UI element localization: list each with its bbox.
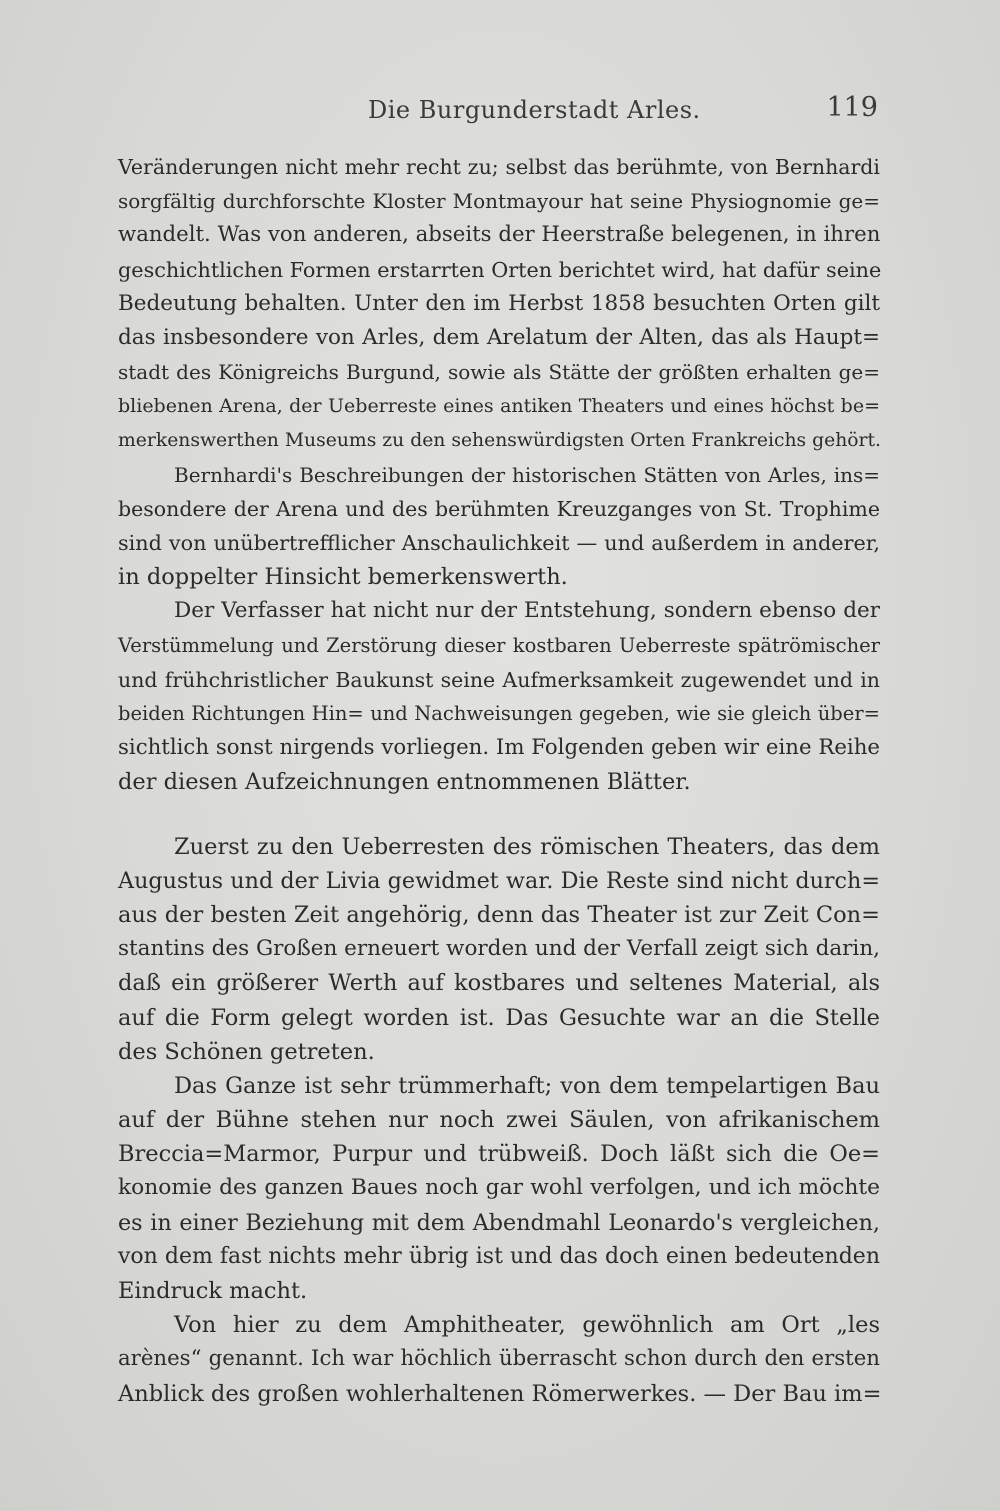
text-line: sind von unübertrefflicher Anschaulichkeit — und außerdem in anderer, bbox=[118, 531, 880, 556]
text-line: konomie des ganzen Baues noch gar wohl verfolgen, und ich möchte bbox=[118, 1175, 880, 1201]
paragraph bbox=[118, 1069, 880, 1308]
text-line: arènes“ genannt. Ich war höchlich überrascht schon durch den ersten bbox=[118, 1346, 880, 1372]
text-line: Das Ganze ist sehr trümmerhaft; von dem tempelartigen Bau bbox=[174, 1072, 880, 1099]
text-line: beiden Richtungen Hin= und Nachweisungen gegeben, wie sie gleich über= bbox=[118, 702, 880, 725]
text-line: Breccia=Marmor, Purpur und trübweiß. Doch läßt sich die Oe= bbox=[118, 1141, 880, 1168]
text-line: sichtlich sonst nirgends vorliegen. Im Folgenden geben wir eine Reihe bbox=[118, 735, 880, 761]
text-line: Eindruck macht. bbox=[118, 1278, 308, 1304]
text-line: auf die Form gelegt worden ist. Das Gesuchte war an die Stelle bbox=[118, 1004, 880, 1031]
text-line: Bernhardi's Beschreibungen der historischen Stätten von Arles, ins= bbox=[174, 462, 880, 487]
text-line: daß ein größerer Werth auf kostbares und seltenes Material, als bbox=[118, 970, 880, 997]
text-line: wandelt. Was von anderen, abseits der Heerstraße belegenen, in ihren bbox=[118, 222, 881, 248]
text-line: in doppelter Hinsicht bemerkenswerth. bbox=[118, 564, 568, 591]
running-title: Die Burgunderstadt Arles. bbox=[368, 96, 701, 124]
text-line: geschichtlichen Formen erstarrten Orten berichtet wird, hat dafür seine bbox=[118, 257, 882, 282]
text-line: bliebenen Arena, der Ueberreste eines antiken Theaters und eines höchst be= bbox=[118, 395, 880, 418]
text-line: der diesen Aufzeichnungen entnommenen Blätter. bbox=[118, 769, 691, 796]
paragraph bbox=[118, 458, 880, 595]
page-number: 119 bbox=[826, 92, 878, 123]
text-line: aus der besten Zeit angehörig, denn das Theater ist zur Zeit Con= bbox=[118, 901, 880, 928]
paragraph bbox=[118, 150, 880, 458]
body-text bbox=[118, 150, 880, 1411]
text-line: Veränderungen nicht mehr recht zu; selbst das berühmte, von Bernhardi bbox=[118, 155, 880, 179]
text-line: Bedeutung behalten. Unter den im Herbst 1858 besuchten Orten gilt bbox=[118, 290, 880, 316]
text-line: Der Verfasser hat nicht nur der Entstehung, sondern ebenso der bbox=[174, 598, 880, 624]
paragraph bbox=[118, 1308, 880, 1411]
text-line: und frühchristlicher Baukunst seine Aufmerksamkeit zugewendet und in bbox=[118, 667, 880, 692]
text-line: auf der Bühne stehen nur noch zwei Säulen, von afrikanischem bbox=[118, 1107, 880, 1134]
text-line: Augustus und der Livia gewidmet war. Die Reste sind nicht durch= bbox=[118, 867, 880, 894]
running-head bbox=[118, 92, 878, 136]
paragraph-gap bbox=[118, 800, 880, 830]
paragraph bbox=[118, 594, 880, 799]
text-line: besondere der Arena und des berühmten Kreuzganges von St. Trophime bbox=[118, 496, 880, 521]
text-line: es in einer Beziehung mit dem Abendmahl Leonardo's vergleichen, bbox=[118, 1209, 880, 1236]
text-line: merkenswerthen Museums zu den sehenswürdigsten Orten Frankreichs gehört. bbox=[118, 429, 882, 451]
paragraph bbox=[118, 830, 880, 1069]
text-line: Von hier zu dem Amphitheater, gewöhnlich am Ort „les bbox=[174, 1312, 880, 1339]
text-line: stantins des Großen erneuert worden und der Verfall zeigt sich darin, bbox=[118, 936, 880, 962]
text-line: Zuerst zu den Ueberresten des römischen Theaters, das dem bbox=[174, 833, 880, 860]
text-line: das insbesondere von Arles, dem Arelatum der Alten, das als Haupt= bbox=[118, 324, 880, 350]
text-line: des Schönen getreten. bbox=[118, 1038, 375, 1065]
text-line: stadt des Königreichs Burgund, sowie als Stätte der größten erhalten ge= bbox=[118, 360, 880, 385]
text-line: Verstümmelung und Zerstörung dieser kostbaren Ueberreste spätrömischer bbox=[118, 633, 880, 657]
text-line: sorgfältig durchforschte Kloster Montmayour hat seine Physiognomie ge= bbox=[118, 189, 880, 214]
text-line: Anblick des großen wohlerhaltenen Römerwerkes. — Der Bau im= bbox=[118, 1380, 882, 1407]
text-line: von dem fast nichts mehr übrig ist und das doch einen bedeutenden bbox=[118, 1243, 880, 1269]
